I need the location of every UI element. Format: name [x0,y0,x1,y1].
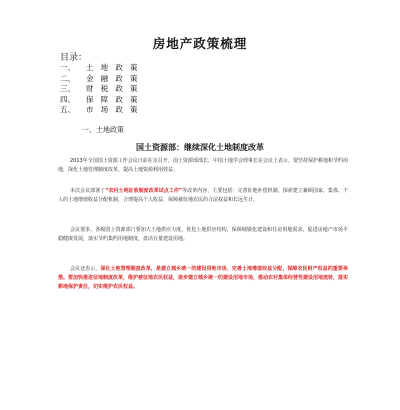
toc-item [60,95,140,106]
table-of-contents [60,63,140,116]
toc-item-number: 四、 [60,94,75,104]
section-subheading: 国土资源部：继续深化土地制度改革 [136,143,264,152]
toc-item-label: 保 障 政 策 [86,94,140,104]
body-paragraph: 2013年全国国土资源工作会议日前在京召开，国土资源部部长、中国土地学会理事长在会议上表示，要坚持保护耕地和节约用地，深化土地管理制度改革，提高土地资源利用效益。 [58,158,348,174]
toc-item [60,105,140,116]
paragraph-lead: 会议还表示， [70,266,101,272]
toc-heading: 目录： [60,53,88,63]
toc-item-number: 三、 [60,84,75,94]
toc-item [60,84,140,95]
toc-item-number: 二、 [60,73,75,83]
body-paragraph: 会议要求，各级国土资源部门要加大土地供应力度，优化土地供应结构，保障城镇化建设和住房用地需求，促进房地产市场平稳健康发展，落实节约集约用地制度，盘活存量建设用地。 [58,227,348,243]
section-heading: 一、土地政策 [82,126,124,134]
paragraph-lead: 本次会议部署了 [70,188,106,194]
toc-item-label: 市 场 政 策 [86,105,140,115]
toc-item [60,63,140,74]
document-title: 房地产政策梳理 [152,36,248,51]
highlighted-quote: “农村土地征收制度改革试点工作” [105,188,183,194]
toc-item-number: 一、 [60,63,75,72]
body-paragraph [58,265,348,293]
paragraph-text: 等改革内容，主要包括：完善征地补偿机制，探索建立兼顾国家、集体、个人的土地增值收益分配机制，合理提高个人收益，保障被征地农民的合法权益和长远生计。 [58,188,348,204]
highlighted-paragraph: 深化土地管理制度改革，是建立城乡统一的建设用地市场、完善土地增值收益分配、保障农民财产权益的重要举措。要加快推进征地制度改革，维护被征地农民权益，逐步建立城乡统一的建设用地市场，推动农村集体经营性建设用地流转，落实耕地保护责任，切实维护农民权益。 [58,266,349,291]
body-paragraph [58,187,348,205]
toc-item [60,74,140,85]
toc-item-number: 五、 [60,105,75,115]
toc-item-label: 财 税 政 策 [86,84,140,94]
toc-item-label: 土 地 政 策 [86,63,140,72]
toc-item-label: 金 融 政 策 [86,73,140,83]
